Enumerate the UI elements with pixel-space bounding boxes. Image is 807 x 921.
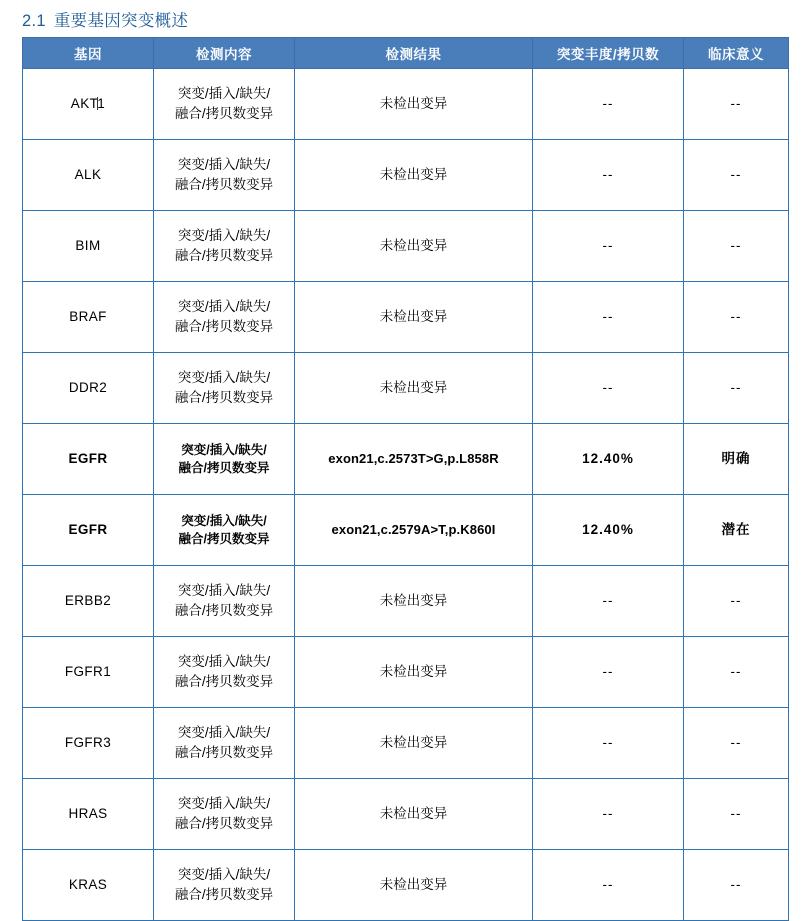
table-row <box>23 495 789 566</box>
table-row <box>23 850 789 921</box>
cell-detection-content <box>154 282 295 353</box>
cell-clinical-significance: -- <box>684 779 789 850</box>
cell-gene: EGFR <box>23 424 154 495</box>
detection-content-line1: 突变/插入/缺失/ <box>177 299 271 315</box>
cell-gene: KRAS <box>23 850 154 921</box>
cell-abundance: -- <box>533 637 684 708</box>
cell-detection-result: 未检出变异 <box>295 779 533 850</box>
cell-clinical-significance: 潜在 <box>684 495 789 566</box>
table-row <box>23 69 789 140</box>
cell-detection-result: 未检出变异 <box>295 708 533 779</box>
cell-gene: AKT1 <box>23 69 154 140</box>
cell-abundance: -- <box>533 566 684 637</box>
detection-content-line2: 融合/拷贝数变异 <box>174 887 274 902</box>
cell-detection-content <box>154 69 295 140</box>
cell-detection-content <box>154 708 295 779</box>
cell-clinical-significance: -- <box>684 69 789 140</box>
cell-detection-result: 未检出变异 <box>295 850 533 921</box>
cell-detection-result: 未检出变异 <box>295 211 533 282</box>
table-body <box>23 69 789 921</box>
cell-abundance: -- <box>533 211 684 282</box>
cell-clinical-significance: -- <box>684 211 789 282</box>
detection-content-line2: 融合/拷贝数变异 <box>174 248 274 263</box>
cell-detection-result: 未检出变异 <box>295 140 533 211</box>
cell-gene: DDR2 <box>23 353 154 424</box>
cell-detection-result: 未检出变异 <box>295 353 533 424</box>
detection-content-line1: 突变/插入/缺失/ <box>177 228 271 244</box>
cell-detection-content <box>154 140 295 211</box>
cell-detection-content <box>154 779 295 850</box>
detection-content-line1: 突变/插入/缺失/ <box>177 654 271 670</box>
cell-detection-result: exon21,c.2573T>G,p.L858R <box>295 424 533 495</box>
detection-content-line1: 突变/插入/缺失/ <box>181 442 267 457</box>
cell-gene: EGFR <box>23 495 154 566</box>
detection-content-line2: 融合/拷贝数变异 <box>174 745 274 760</box>
detection-content-line1: 突变/插入/缺失/ <box>177 867 271 883</box>
cell-detection-content <box>154 566 295 637</box>
cell-detection-result: 未检出变异 <box>295 282 533 353</box>
cell-clinical-significance: 明确 <box>684 424 789 495</box>
detection-content-line2: 融合/拷贝数变异 <box>174 674 274 689</box>
section-title-text: 重要基因突变概述 <box>53 12 189 30</box>
detection-content-line1: 突变/插入/缺失/ <box>177 157 271 173</box>
column-header-significance: 临床意义 <box>684 38 789 69</box>
table-row <box>23 637 789 708</box>
table-row <box>23 424 789 495</box>
cell-abundance: -- <box>533 708 684 779</box>
cell-detection-content <box>154 637 295 708</box>
detection-content-line1: 突变/插入/缺失/ <box>181 513 267 528</box>
detection-content-line2: 融合/拷贝数变异 <box>174 106 274 121</box>
detection-content-line1: 突变/插入/缺失/ <box>177 796 271 812</box>
cell-gene: ERBB2 <box>23 566 154 637</box>
section-heading <box>0 0 807 37</box>
detection-content-line2: 融合/拷贝数变异 <box>174 177 274 192</box>
detection-content-line2: 融合/拷贝数变异 <box>174 816 274 831</box>
cell-clinical-significance: -- <box>684 708 789 779</box>
cell-gene: ALK <box>23 140 154 211</box>
detection-content-line1: 突变/插入/缺失/ <box>177 725 271 741</box>
cell-detection-result: exon21,c.2579A>T,p.K860I <box>295 495 533 566</box>
cell-abundance: -- <box>533 850 684 921</box>
cell-clinical-significance: -- <box>684 637 789 708</box>
table-row <box>23 140 789 211</box>
table-header-row <box>23 38 789 69</box>
cell-abundance: -- <box>533 353 684 424</box>
cell-abundance: 12.40% <box>533 424 684 495</box>
cell-detection-content <box>154 424 295 495</box>
detection-content-line1: 突变/插入/缺失/ <box>177 86 271 102</box>
cell-gene: BRAF <box>23 282 154 353</box>
cell-clinical-significance: -- <box>684 850 789 921</box>
gene-mutation-table <box>22 37 789 921</box>
cell-gene: FGFR3 <box>23 708 154 779</box>
section-number: 2.1 <box>22 12 46 30</box>
cell-detection-result: 未检出变异 <box>295 637 533 708</box>
column-header-content: 检测内容 <box>154 38 295 69</box>
table-row <box>23 211 789 282</box>
detection-content-line2: 融合/拷贝数变异 <box>178 532 270 546</box>
cell-clinical-significance: -- <box>684 140 789 211</box>
cell-abundance: -- <box>533 282 684 353</box>
column-header-abundance: 突变丰度/拷贝数 <box>533 38 684 69</box>
cell-detection-content <box>154 353 295 424</box>
cell-clinical-significance: -- <box>684 353 789 424</box>
text-cursor <box>97 97 98 110</box>
detection-content-line2: 融合/拷贝数变异 <box>174 319 274 334</box>
table-row <box>23 353 789 424</box>
detection-content-line2: 融合/拷贝数变异 <box>178 461 270 475</box>
cell-abundance: -- <box>533 779 684 850</box>
table-row <box>23 566 789 637</box>
table-row <box>23 779 789 850</box>
cell-gene: FGFR1 <box>23 637 154 708</box>
detection-content-line2: 融合/拷贝数变异 <box>174 603 274 618</box>
column-header-result: 检测结果 <box>295 38 533 69</box>
cell-clinical-significance: -- <box>684 282 789 353</box>
detection-content-line2: 融合/拷贝数变异 <box>174 390 274 405</box>
cell-clinical-significance: -- <box>684 566 789 637</box>
cell-detection-result: 未检出变异 <box>295 69 533 140</box>
cell-abundance: -- <box>533 140 684 211</box>
cell-detection-content <box>154 495 295 566</box>
cell-gene: BIM <box>23 211 154 282</box>
table-row <box>23 282 789 353</box>
detection-content-line1: 突变/插入/缺失/ <box>177 370 271 386</box>
cell-abundance: 12.40% <box>533 495 684 566</box>
detection-content-line1: 突变/插入/缺失/ <box>177 583 271 599</box>
cell-abundance: -- <box>533 69 684 140</box>
cell-gene: HRAS <box>23 779 154 850</box>
cell-detection-result: 未检出变异 <box>295 566 533 637</box>
cell-detection-content <box>154 211 295 282</box>
column-header-gene: 基因 <box>23 38 154 69</box>
table-row <box>23 708 789 779</box>
cell-detection-content <box>154 850 295 921</box>
